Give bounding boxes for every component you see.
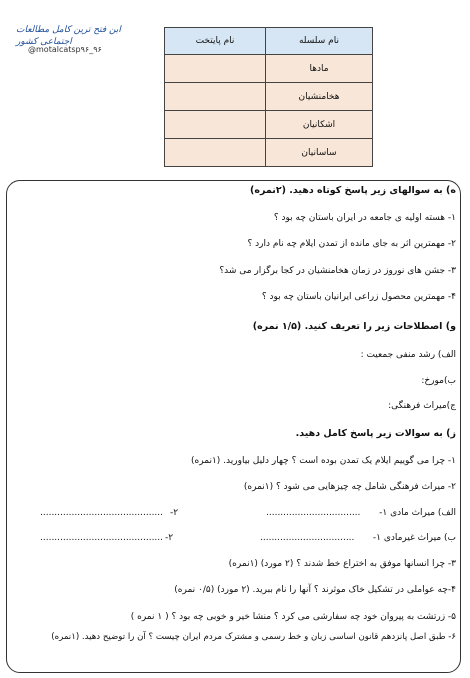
capital-cell[interactable] — [165, 55, 266, 83]
question-z4: ۴-چه عواملی در تشکیل خاک موثرند ؟ آنها را نام ببرید. (۲ مورد) (۰/۵ نمره) — [174, 585, 456, 595]
table-row — [165, 111, 373, 139]
questions-frame — [6, 180, 461, 673]
dynasty-cell: ساسانیان — [266, 139, 373, 167]
tangible-heritage-item2: -۲ — [170, 508, 179, 518]
header-capital: نام پایتخت — [165, 28, 266, 55]
section-z-title: ز) به سوالات زیر پاسخ کامل دهید. — [295, 428, 456, 439]
term-b: ب)مورخ: — [421, 376, 456, 386]
section-h-title: ه) به سوالهای زیر پاسخ کوتاه دهید. (۲نمره) — [250, 185, 456, 196]
answer-blank[interactable]: ................................. — [266, 508, 361, 518]
table-header-row — [165, 28, 373, 55]
question-z1: ۱- چرا می گوییم ایلام یک تمدن بوده است ؟ چهار دلیل بیاورید. (۱نمره) — [191, 456, 456, 466]
question-z2: ۲- میراث فرهنگی شامل چه چیزهایی می شود ؟ (۱نمره) — [243, 482, 456, 492]
term-a: الف) رشد منفی جمعیت : — [360, 350, 456, 360]
header-dynasty: نام سلسله — [266, 28, 373, 55]
term-c: ج)میراث فرهنگی: — [388, 401, 456, 411]
answer-blank[interactable]: ........................................... — [40, 533, 164, 543]
capital-cell[interactable] — [165, 83, 266, 111]
capital-cell[interactable] — [165, 139, 266, 167]
table-row — [165, 83, 373, 111]
answer-blank[interactable]: ................................. — [260, 533, 355, 543]
dynasty-cell: مادها — [266, 55, 373, 83]
channel-handle: @motalcatsp۹۶_۹۶ — [28, 45, 102, 54]
section-v-title: و) اصطلاحات زیر را تعریف کنید. (۱/۵ نمره) — [252, 321, 456, 332]
answer-blank[interactable]: ........................................... — [40, 508, 164, 518]
intangible-heritage-label: ب) میراث غیرمادی ۱- — [372, 533, 456, 543]
tangible-heritage-label: الف) میراث مادی ۱- — [379, 508, 456, 518]
table-row — [165, 139, 373, 167]
question-h4: ۴- مهمترین محصول زراعی ایرانیان باستان چه بود ؟ — [261, 292, 456, 302]
dynasty-cell: هخامنشیان — [266, 83, 373, 111]
dynasty-table — [164, 27, 373, 167]
question-h2: ۲- مهمترین اثر به جای مانده از تمدن ایلام چه نام دارد ؟ — [247, 239, 456, 249]
capital-cell[interactable] — [165, 111, 266, 139]
question-z6: ۶- طبق اصل پانزدهم قانون اساسی زبان و خط رسمی و مشترک مردم ایران چیست ؟ آن را توضیح دهید. (۱نمره) — [51, 632, 456, 642]
question-h3: ۳- جشن های نوروز در زمان هخامنشیان در کجا برگزار می شد؟ — [219, 266, 456, 276]
question-h1: ۱- هسته اولیه ی جامعه در ایران باستان چه بود ؟ — [273, 213, 456, 223]
table-row — [165, 55, 373, 83]
question-z5: ۵- زرتشت به پیروان خود چه سفارشی می کرد ؟ منشا خیر و خوبی چه بود ؟ ( ۱ نمره ) — [130, 612, 456, 622]
dynasty-cell: اشکانیان — [266, 111, 373, 139]
brand-logo-text: ابن فتح ترین کامل مطالعات اجتماعی کشور — [16, 25, 121, 47]
intangible-heritage-item2: -۲ — [165, 533, 174, 543]
question-z3: ۳- چرا انسانها موفق به اختراع خط شدند ؟ (۲ مورد) (۱نمره) — [228, 559, 456, 569]
